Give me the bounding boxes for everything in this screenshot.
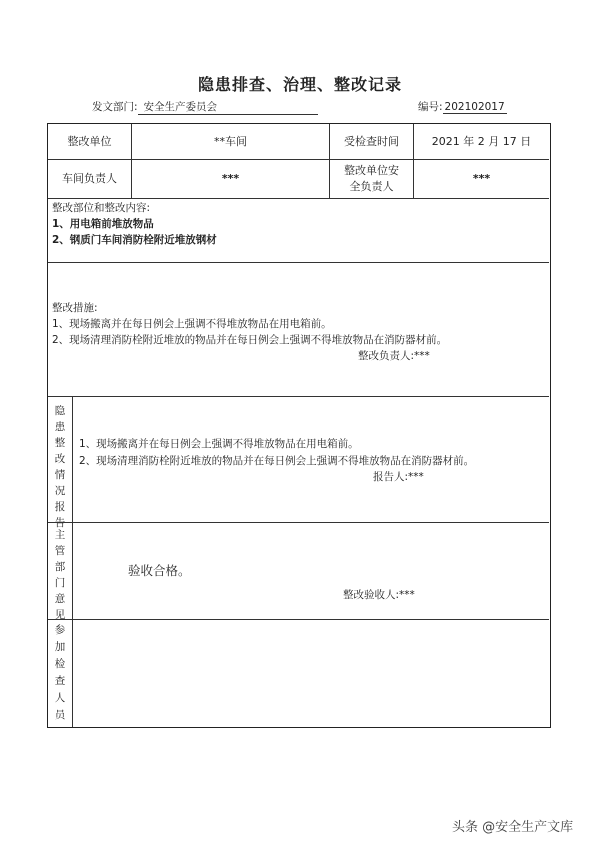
inspectors-label-char: 参 (54, 624, 66, 636)
page-title: 隐患排查、治理、整改记录 (197, 75, 402, 94)
opinion-label (48, 527, 72, 623)
inspectors-label-char: 人 (54, 692, 66, 704)
report-label-char: 患 (54, 421, 66, 433)
inspectors-label-char: 检 (54, 658, 66, 670)
measures-item-2: 2、现场清理消防栓附近堆放的物品并在每日例会上强调不得堆放物品在消防器材前。 (52, 334, 448, 346)
issue-item-1: 1、用电箱前堆放物品 (52, 218, 154, 230)
number-row (418, 99, 507, 114)
issue-item-2: 2、钢质门车间消防栓附近堆放钢材 (52, 234, 217, 246)
opinion-label-char: 主 (54, 529, 66, 541)
safety-label-line1: 整改单位安 (344, 164, 399, 177)
report-item-1: 1、现场搬离并在每日例会上强调不得堆放物品在用电箱前。 (79, 438, 359, 450)
report-sign: 报告人:*** (373, 471, 424, 483)
report-label (48, 403, 72, 531)
inspectors-label-char: 加 (54, 641, 66, 653)
opinion-label-char: 部 (54, 561, 66, 573)
date-value: 2021 年 2 月 17 日 (431, 134, 532, 148)
issuer-label: 发文部门: (92, 101, 138, 113)
opinion-text: 验收合格。 (128, 563, 191, 578)
row-divider (48, 396, 549, 397)
row-divider (48, 262, 549, 263)
record-table (47, 123, 551, 728)
leader-label: 车间负责人 (62, 172, 117, 185)
report-label-char: 报 (54, 501, 66, 513)
report-item-2: 2、现场清理消防栓附近堆放的物品并在每日例会上强调不得堆放物品在消防器材前。 (79, 455, 475, 467)
inspectors-label-char: 查 (54, 675, 66, 687)
measures-label: 整改措施: (52, 302, 98, 314)
safety-label (330, 160, 413, 198)
inspectors-label-char: 员 (54, 709, 66, 721)
opinion-label-char: 意 (54, 593, 66, 605)
row-divider (48, 522, 549, 523)
measures-item-1: 1、现场搬离并在每日例会上强调不得堆放物品在用电箱前。 (52, 318, 332, 330)
report-label-char: 情 (54, 469, 66, 481)
inspectors-label (48, 622, 72, 724)
number-value: 202102017 (444, 101, 505, 113)
leader-value: *** (221, 172, 240, 185)
number-label: 编号: (418, 101, 443, 113)
safety-value: *** (472, 172, 491, 185)
report-label-char: 隐 (54, 405, 66, 417)
safety-label-line2: 全负责人 (349, 180, 394, 193)
unit-value: **车间 (214, 134, 247, 148)
opinion-label-char: 门 (54, 577, 66, 589)
unit-label: 整改单位 (67, 134, 112, 148)
label-col-divider (72, 396, 73, 727)
date-label: 受检查时间 (344, 134, 399, 148)
report-label-char: 告 (54, 517, 66, 529)
issuer-row (92, 99, 318, 115)
row-divider (48, 619, 549, 620)
watermark: 头条 @安全生产文库 (452, 820, 574, 835)
measures-sign: 整改负责人:*** (358, 350, 430, 362)
issuer-value: 安全生产委员会 (138, 99, 318, 115)
opinion-label-char: 见 (54, 609, 66, 621)
issue-label: 整改部位和整改内容: (52, 202, 151, 214)
opinion-sign: 整改验收人:*** (343, 589, 415, 601)
report-label-char: 改 (54, 453, 66, 465)
row-divider (48, 198, 549, 199)
report-label-char: 整 (54, 437, 66, 449)
report-label-char: 况 (54, 485, 66, 497)
opinion-label-char: 管 (54, 545, 66, 557)
